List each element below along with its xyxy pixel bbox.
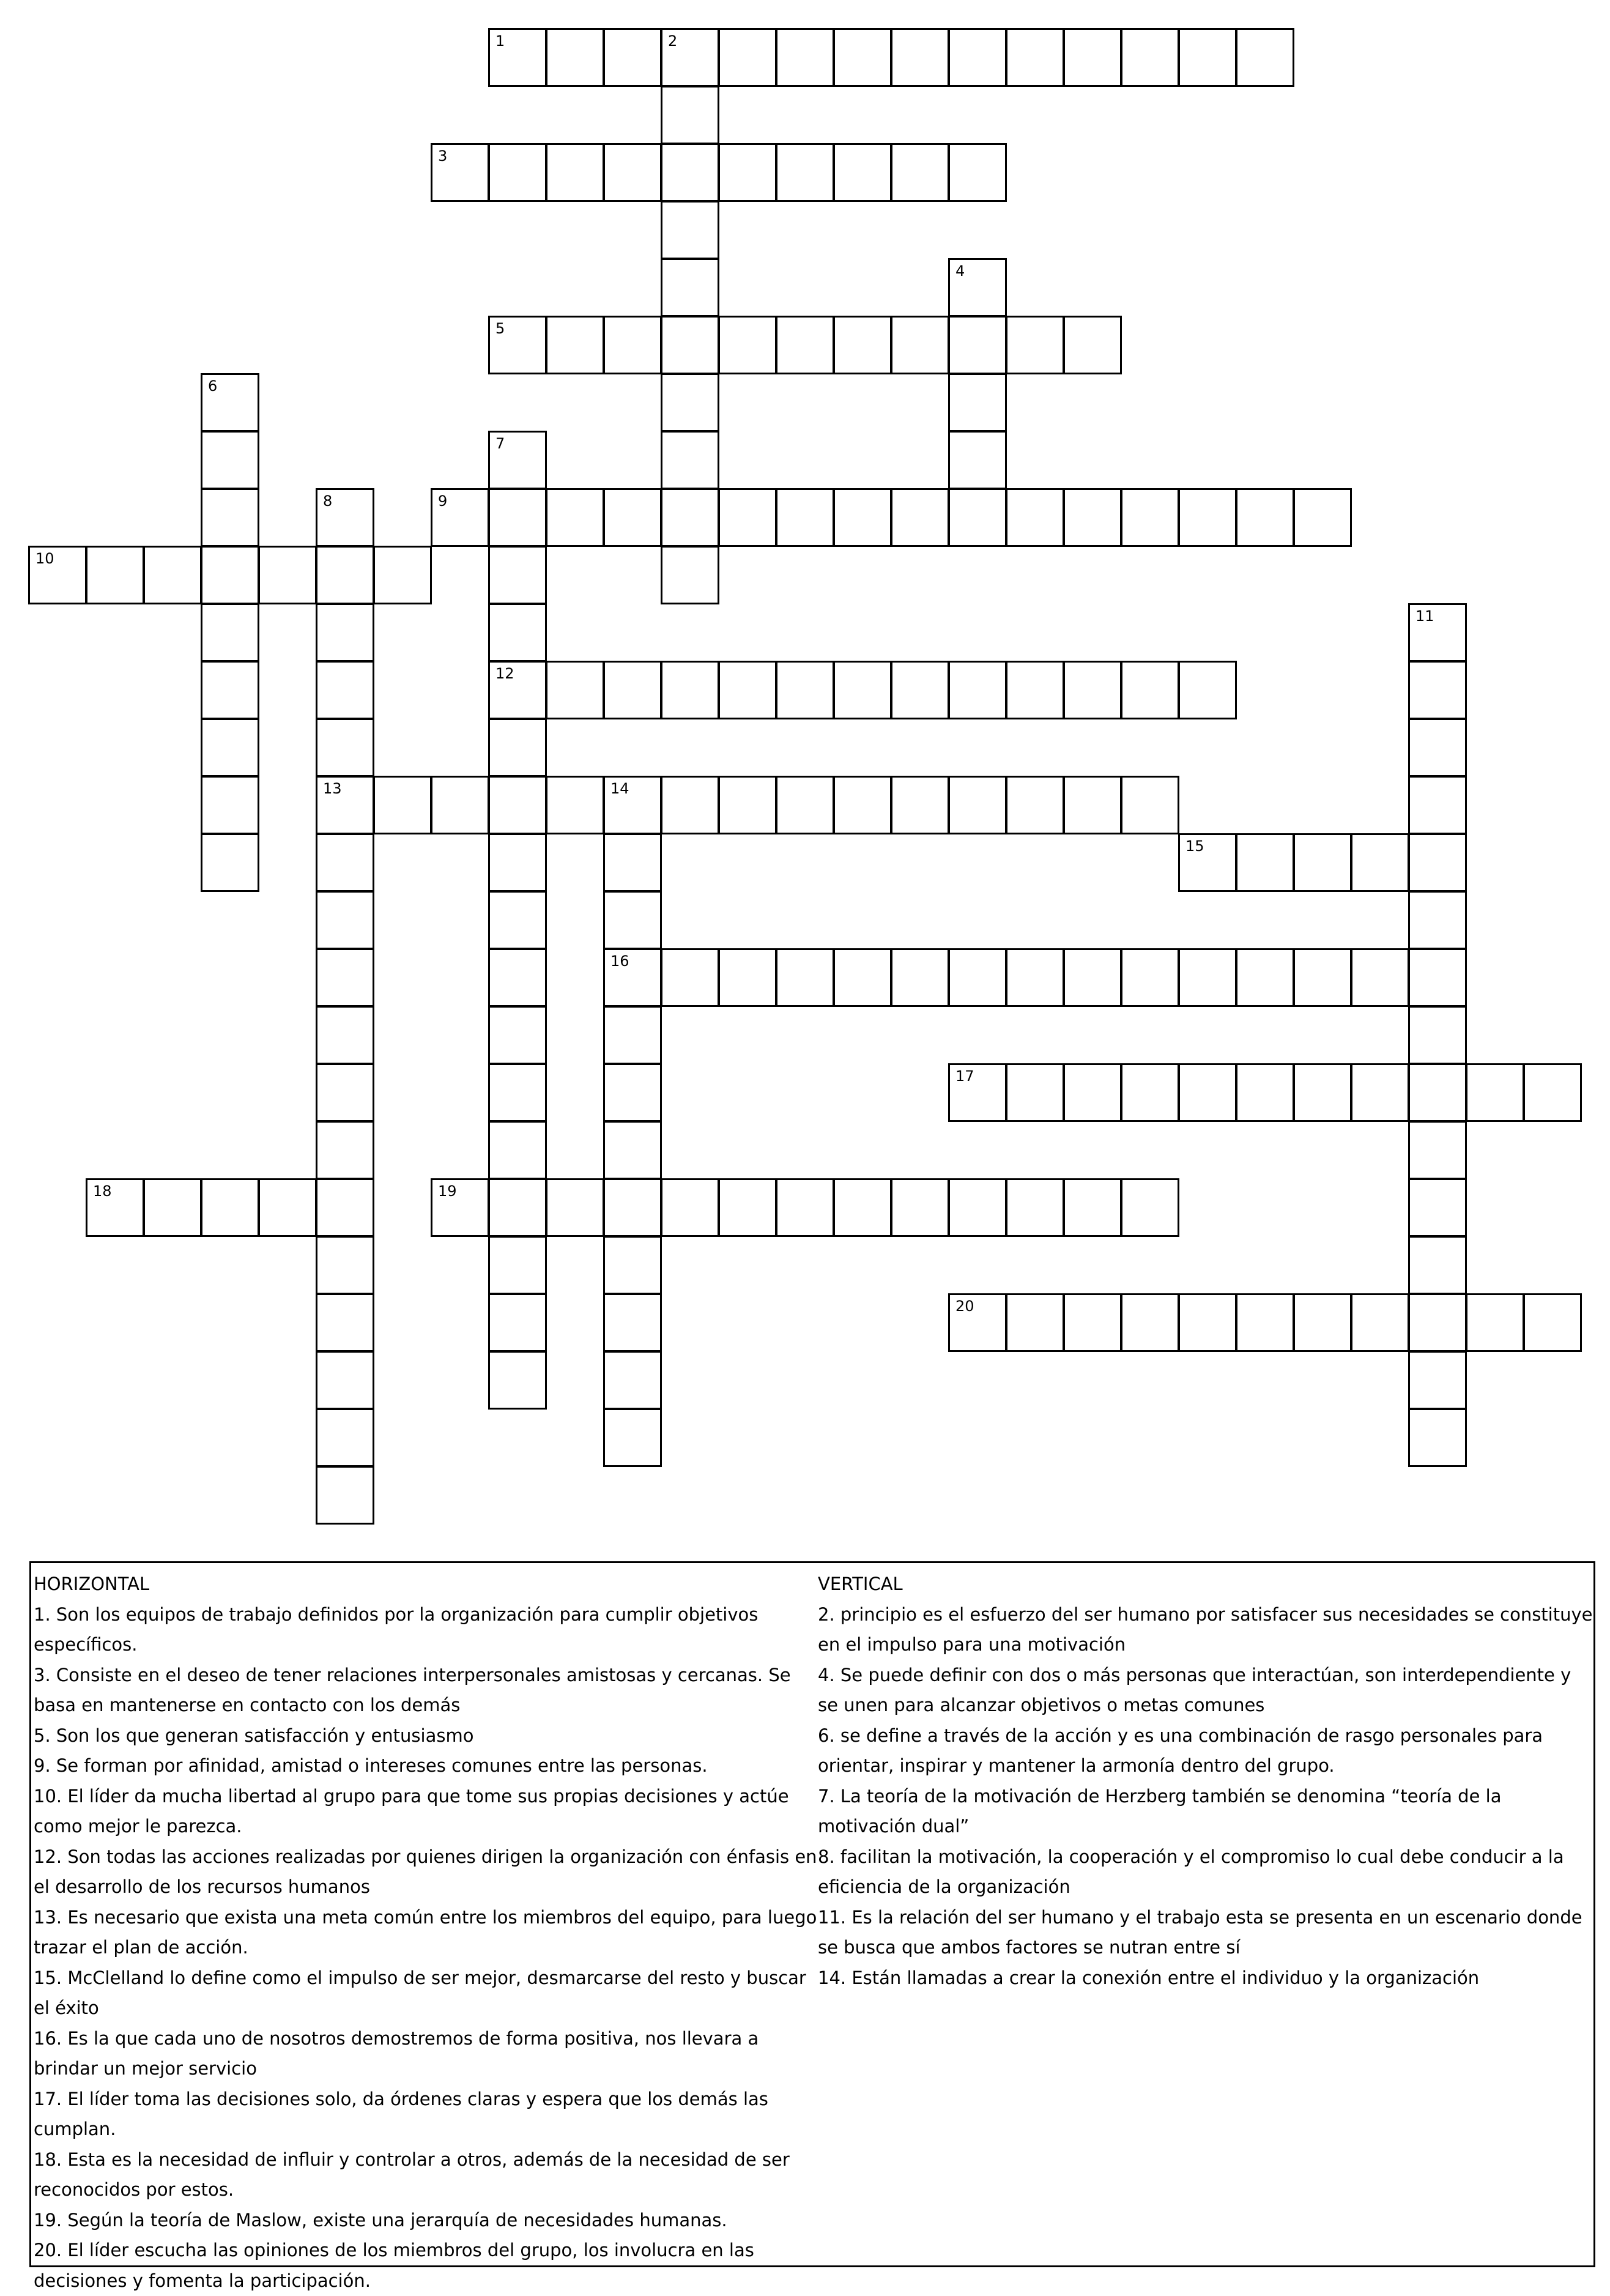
- crossword-cell[interactable]: [1178, 28, 1237, 87]
- crossword-cell[interactable]: [661, 316, 719, 374]
- crossword-cell[interactable]: [488, 316, 547, 374]
- crossword-cell[interactable]: [1408, 1351, 1467, 1410]
- crossword-cell[interactable]: [718, 661, 777, 719]
- crossword-cell[interactable]: [1063, 1063, 1122, 1122]
- crossword-cell[interactable]: [1006, 1178, 1064, 1237]
- crossword-cell[interactable]: [1351, 1293, 1409, 1352]
- crossword-cell[interactable]: [776, 28, 834, 87]
- crossword-cell[interactable]: [661, 258, 719, 317]
- crossword-cell[interactable]: [891, 143, 949, 202]
- crossword-cell[interactable]: [316, 1466, 374, 1525]
- crossword-cell[interactable]: [603, 28, 662, 87]
- crossword-cell[interactable]: [891, 488, 949, 547]
- crossword-cell[interactable]: [661, 776, 719, 834]
- crossword-cell[interactable]: [948, 661, 1007, 719]
- crossword-cell[interactable]: [948, 1178, 1007, 1237]
- clue-number: 5: [495, 320, 505, 337]
- crossword-cell[interactable]: [661, 86, 719, 144]
- crossword-cell[interactable]: [1408, 776, 1467, 834]
- crossword-cell[interactable]: [488, 1121, 547, 1180]
- clue-down-7: 7. La teoría de la motivación de Herzberg también se denomina “teoría de la motivación dual”: [818, 1785, 1502, 1837]
- clue-across-17: 17. El líder toma las decisiones solo, da órdenes claras y espera que los demás las cumplan.: [34, 2088, 768, 2139]
- crossword-cell[interactable]: [201, 661, 259, 719]
- horizontal-clues: [34, 1569, 823, 2296]
- crossword-cell[interactable]: [1408, 661, 1467, 719]
- crossword-cell[interactable]: [1063, 1293, 1122, 1352]
- crossword-cell[interactable]: [1351, 833, 1409, 892]
- crossword-cell[interactable]: [316, 546, 374, 604]
- crossword-cell[interactable]: [1063, 1178, 1122, 1237]
- clue-number: 7: [495, 435, 505, 452]
- crossword-cell[interactable]: [776, 776, 834, 834]
- crossword-cell[interactable]: [833, 1178, 892, 1237]
- crossword-cell[interactable]: [891, 661, 949, 719]
- crossword-cell[interactable]: [776, 948, 834, 1007]
- crossword-cell[interactable]: [948, 1293, 1007, 1352]
- crossword-cell[interactable]: [1006, 488, 1064, 547]
- crossword-cell[interactable]: [1408, 1121, 1467, 1180]
- crossword-cell[interactable]: [776, 316, 834, 374]
- crossword-cell[interactable]: [1408, 891, 1467, 949]
- crossword-cell[interactable]: [1408, 1236, 1467, 1295]
- crossword-cell[interactable]: [603, 891, 662, 949]
- vertical-clues: [818, 1569, 1595, 1993]
- crossword-cell[interactable]: [488, 1178, 547, 1237]
- crossword-cell[interactable]: [488, 661, 547, 719]
- clues-box: [29, 1561, 1595, 2291]
- clue-across-18: 18. Esta es la necesidad de influir y controlar a otros, además de la necesidad de ser reconocidos por estos.: [34, 2149, 790, 2200]
- crossword-cell[interactable]: [1006, 776, 1064, 834]
- crossword-cell[interactable]: [948, 1063, 1007, 1122]
- crossword-cell[interactable]: [661, 431, 719, 489]
- crossword-cell[interactable]: [86, 546, 144, 604]
- clue-number: 6: [208, 377, 218, 395]
- crossword-cell[interactable]: [431, 488, 489, 547]
- clue-number: 11: [1415, 607, 1434, 625]
- crossword-cell[interactable]: [603, 1293, 662, 1352]
- crossword-cell[interactable]: [1063, 661, 1122, 719]
- clue-number: 9: [438, 492, 448, 510]
- crossword-cell[interactable]: [948, 143, 1007, 202]
- crossword-cell[interactable]: [488, 1351, 547, 1410]
- crossword-cell[interactable]: [776, 661, 834, 719]
- crossword-cell[interactable]: [316, 1236, 374, 1295]
- clue-across-1: 1. Son los equipos de trabajo definidos por la organización para cumplir objetivos específicos.: [34, 1603, 759, 1655]
- crossword-cell[interactable]: [1178, 833, 1237, 892]
- crossword-cell[interactable]: [431, 776, 489, 834]
- crossword-cell[interactable]: [603, 948, 662, 1007]
- crossword-cell[interactable]: [28, 546, 87, 604]
- crossword-cell[interactable]: [948, 431, 1007, 489]
- crossword-cell[interactable]: [488, 603, 547, 662]
- crossword-cell[interactable]: [1408, 718, 1467, 777]
- crossword-cell[interactable]: [431, 1178, 489, 1237]
- vertical-heading: VERTICAL: [818, 1573, 903, 1594]
- crossword-cell[interactable]: [488, 1293, 547, 1352]
- crossword-cell[interactable]: [603, 1063, 662, 1122]
- clue-down-14: 14. Están llamadas a crear la conexión entre el individuo y la organización: [818, 1967, 1480, 1988]
- crossword-cell[interactable]: [776, 143, 834, 202]
- clue-number: 19: [438, 1183, 457, 1200]
- crossword-cell[interactable]: [1063, 28, 1122, 87]
- crossword-cell[interactable]: [661, 546, 719, 604]
- crossword-cell[interactable]: [258, 1178, 317, 1237]
- crossword-cell[interactable]: [546, 661, 604, 719]
- clue-number: 1: [495, 32, 505, 50]
- crossword-cell[interactable]: [1236, 1063, 1294, 1122]
- crossword-cell[interactable]: [948, 488, 1007, 547]
- clue-down-11: 11. Es la relación del ser humano y el trabajo esta se presenta en un escenario donde se busca que ambos factores se nutran entre sí: [818, 1906, 1582, 1958]
- crossword-cell[interactable]: [316, 718, 374, 777]
- crossword-cell[interactable]: [1408, 833, 1467, 892]
- clue-across-20: 20. El líder escucha las opiniones de los miembros del grupo, los involucra en las decisiones y fomenta la participación.: [34, 2240, 754, 2291]
- crossword-cell[interactable]: [1006, 1293, 1064, 1352]
- crossword-cell[interactable]: [316, 776, 374, 834]
- crossword-cell[interactable]: [1006, 316, 1064, 374]
- crossword-cell[interactable]: [488, 1063, 547, 1122]
- crossword-cell[interactable]: [546, 316, 604, 374]
- crossword-cell[interactable]: [1293, 1293, 1352, 1352]
- crossword-cell[interactable]: [1121, 488, 1179, 547]
- crossword-cell[interactable]: [948, 316, 1007, 374]
- crossword-cell[interactable]: [661, 201, 719, 259]
- clue-down-6: 6. se define a través de la acción y es una combinación de rasgo personales para orientar, inspirar y mantener la armonía dentro del grupo.: [818, 1725, 1543, 1776]
- clue-number: 12: [495, 665, 514, 682]
- crossword-cell[interactable]: [1006, 1063, 1064, 1122]
- clue-across-3: 3. Consiste en el deseo de tener relaciones interpersonales amistosas y cercanas. Se basa en mantenerse en contacto con los demás: [34, 1664, 791, 1715]
- clue-number: 14: [610, 780, 629, 797]
- crossword-cell[interactable]: [891, 1178, 949, 1237]
- crossword-cell[interactable]: [1408, 1006, 1467, 1064]
- crossword-cell[interactable]: [546, 28, 604, 87]
- crossword-cell[interactable]: [201, 776, 259, 834]
- crossword-cell[interactable]: [316, 833, 374, 892]
- crossword-cell[interactable]: [1408, 1063, 1467, 1122]
- crossword-cell[interactable]: [661, 948, 719, 1007]
- crossword-cell[interactable]: [948, 776, 1007, 834]
- crossword-cell[interactable]: [201, 718, 259, 777]
- crossword-cell[interactable]: [1236, 28, 1294, 87]
- crossword-cell[interactable]: [1121, 1293, 1179, 1352]
- crossword-cell[interactable]: [1466, 1293, 1524, 1352]
- crossword-cell[interactable]: [1121, 1178, 1179, 1237]
- crossword-cell[interactable]: [316, 948, 374, 1007]
- clue-across-9: 9. Se forman por afinidad, amistad o intereses comunes entre las personas.: [34, 1755, 708, 1776]
- crossword-cell[interactable]: [488, 776, 547, 834]
- crossword-cell[interactable]: [948, 28, 1007, 87]
- clue-across-15: 15. McClelland lo define como el impulso de ser mejor, desmarcarse del resto y buscar el éxito: [34, 1967, 806, 2018]
- crossword-cell[interactable]: [1121, 948, 1179, 1007]
- crossword-cell[interactable]: [1351, 948, 1409, 1007]
- clue-number: 20: [955, 1298, 974, 1315]
- crossword-cell[interactable]: [316, 1293, 374, 1352]
- crossword-cell[interactable]: [661, 143, 719, 202]
- crossword-cell[interactable]: [1466, 1063, 1524, 1122]
- crossword-cell[interactable]: [1178, 661, 1237, 719]
- crossword-cell[interactable]: [316, 603, 374, 662]
- crossword-cell[interactable]: [1063, 488, 1122, 547]
- crossword-cell[interactable]: [603, 1178, 662, 1237]
- crossword-cell[interactable]: [603, 1121, 662, 1180]
- crossword-cell[interactable]: [1408, 1408, 1467, 1467]
- crossword-cell[interactable]: [718, 776, 777, 834]
- clue-down-4: 4. Se puede definir con dos o más personas que interactúan, son interdependiente y se unen para alcanzar objetivos o metas comunes: [818, 1664, 1571, 1715]
- crossword-cell[interactable]: [546, 776, 604, 834]
- crossword-cell[interactable]: [1121, 661, 1179, 719]
- crossword-cell[interactable]: [661, 1178, 719, 1237]
- crossword-cell[interactable]: [948, 948, 1007, 1007]
- crossword-cell[interactable]: [316, 1178, 374, 1237]
- crossword-cell[interactable]: [316, 891, 374, 949]
- clue-across-10: 10. El líder da mucha libertad al grupo para que tome sus propias decisiones y actúe como mejor le parezca.: [34, 1785, 789, 1837]
- crossword-cell[interactable]: [143, 1178, 202, 1237]
- crossword-cell[interactable]: [1351, 1063, 1409, 1122]
- crossword-cell[interactable]: [488, 833, 547, 892]
- crossword-cell[interactable]: [316, 488, 374, 547]
- crossword-cell[interactable]: [718, 488, 777, 547]
- crossword-cell[interactable]: [948, 258, 1007, 317]
- clue-number: 8: [323, 492, 333, 510]
- crossword-cell[interactable]: [1121, 28, 1179, 87]
- crossword-cell[interactable]: [316, 1408, 374, 1467]
- crossword-cell[interactable]: [718, 948, 777, 1007]
- crossword-cell[interactable]: [316, 1121, 374, 1180]
- crossword-cell[interactable]: [1293, 488, 1352, 547]
- crossword-cell[interactable]: [1236, 948, 1294, 1007]
- clue-number: 17: [955, 1068, 974, 1085]
- crossword-cell[interactable]: [373, 546, 432, 604]
- crossword-cell[interactable]: [488, 143, 547, 202]
- clue-across-5: 5. Son los que generan satisfacción y entusiasmo: [34, 1725, 474, 1746]
- crossword-cell[interactable]: [201, 373, 259, 432]
- crossword-cell[interactable]: [603, 316, 662, 374]
- crossword-cell[interactable]: [1523, 1063, 1582, 1122]
- crossword-cell[interactable]: [258, 546, 317, 604]
- crossword-cell[interactable]: [488, 948, 547, 1007]
- clue-down-8: 8. facilitan la motivación, la cooperación y el compromiso lo cual debe conducir a la eficiencia de la organización: [818, 1846, 1564, 1897]
- crossword-cell[interactable]: [1236, 833, 1294, 892]
- crossword-cell[interactable]: [1178, 488, 1237, 547]
- crossword-cell[interactable]: [1178, 1063, 1237, 1122]
- crossword-cell[interactable]: [1408, 1293, 1467, 1352]
- crossword-cell[interactable]: [316, 1063, 374, 1122]
- crossword-cell[interactable]: [718, 28, 777, 87]
- crossword-cell[interactable]: [833, 28, 892, 87]
- crossword-cell[interactable]: [718, 143, 777, 202]
- crossword-cell[interactable]: [488, 1236, 547, 1295]
- crossword-cell[interactable]: [603, 833, 662, 892]
- clue-across-13: 13. Es necesario que exista una meta común entre los miembros del equipo, para luego trazar el plan de acción.: [34, 1906, 817, 1958]
- horizontal-heading: HORIZONTAL: [34, 1573, 150, 1594]
- crossword-cell[interactable]: [603, 143, 662, 202]
- clue-across-16: 16. Es la que cada uno de nosotros demostremos de forma positiva, nos llevara a brindar un mejor servicio: [34, 2027, 759, 2079]
- crossword-cell[interactable]: [546, 488, 604, 547]
- crossword-cell[interactable]: [1006, 948, 1064, 1007]
- crossword-cell[interactable]: [201, 1178, 259, 1237]
- crossword-cell[interactable]: [661, 661, 719, 719]
- crossword-cell[interactable]: [1006, 661, 1064, 719]
- crossword-cell[interactable]: [316, 1006, 374, 1064]
- crossword-cell[interactable]: [948, 373, 1007, 432]
- crossword-cell[interactable]: [833, 776, 892, 834]
- crossword-cell[interactable]: [86, 1178, 144, 1237]
- crossword-cell[interactable]: [776, 1178, 834, 1237]
- clue-number: 16: [610, 953, 629, 970]
- crossword-cell[interactable]: [488, 546, 547, 604]
- clue-number: 4: [955, 262, 965, 280]
- crossword-cell[interactable]: [1121, 1063, 1179, 1122]
- clue-across-12: 12. Son todas las acciones realizadas por quienes dirigen la organización con énfasis en el desarrollo de los recursos humanos: [34, 1846, 817, 1897]
- crossword-cell[interactable]: [488, 891, 547, 949]
- crossword-cell[interactable]: [1236, 488, 1294, 547]
- crossword-cell[interactable]: [1293, 948, 1352, 1007]
- crossword-cell[interactable]: [201, 546, 259, 604]
- crossword-cell[interactable]: [891, 316, 949, 374]
- crossword-cell[interactable]: [1408, 948, 1467, 1007]
- crossword-cell[interactable]: [833, 661, 892, 719]
- crossword-cell[interactable]: [546, 143, 604, 202]
- clue-across-19: 19. Según la teoría de Maslow, existe una jerarquía de necesidades humanas.: [34, 2209, 727, 2231]
- crossword-cell[interactable]: [1063, 316, 1122, 374]
- clue-number: 18: [93, 1183, 112, 1200]
- crossword-cell[interactable]: [1236, 1293, 1294, 1352]
- crossword-cell[interactable]: [488, 488, 547, 547]
- crossword-cell[interactable]: [776, 488, 834, 547]
- crossword-cell[interactable]: [1293, 1063, 1352, 1122]
- crossword-cell[interactable]: [546, 1178, 604, 1237]
- clue-number: 10: [35, 550, 54, 567]
- clue-number: 15: [1185, 838, 1204, 855]
- crossword-cell[interactable]: [833, 143, 892, 202]
- crossword-cell[interactable]: [488, 718, 547, 777]
- crossword-cell[interactable]: [661, 488, 719, 547]
- crossword-cell[interactable]: [891, 948, 949, 1007]
- crossword-cell[interactable]: [718, 1178, 777, 1237]
- crossword-cell[interactable]: [603, 1006, 662, 1064]
- crossword-cell[interactable]: [316, 661, 374, 719]
- crossword-cell[interactable]: [661, 373, 719, 432]
- crossword-cell[interactable]: [603, 488, 662, 547]
- crossword-cell[interactable]: [1063, 776, 1122, 834]
- crossword-cell[interactable]: [143, 546, 202, 604]
- crossword-cell[interactable]: [201, 603, 259, 662]
- clue-number: 13: [323, 780, 342, 797]
- crossword-cell[interactable]: [1006, 28, 1064, 87]
- crossword-cell[interactable]: [833, 488, 892, 547]
- crossword-cell[interactable]: [603, 1351, 662, 1410]
- crossword-cell[interactable]: [201, 488, 259, 547]
- crossword-cell[interactable]: [1178, 948, 1237, 1007]
- crossword-cell[interactable]: [431, 143, 489, 202]
- crossword-cell[interactable]: [488, 28, 547, 87]
- crossword-cell[interactable]: [833, 316, 892, 374]
- clue-number: 2: [668, 32, 678, 50]
- crossword-cell[interactable]: [603, 661, 662, 719]
- crossword-cell[interactable]: [1523, 1293, 1582, 1352]
- crossword-cell[interactable]: [373, 776, 432, 834]
- crossword-cell[interactable]: [603, 776, 662, 834]
- crossword-cell[interactable]: [718, 316, 777, 374]
- crossword-cell[interactable]: [891, 776, 949, 834]
- crossword-cell[interactable]: [833, 948, 892, 1007]
- crossword-cell[interactable]: [603, 1408, 662, 1467]
- clue-down-2: 2. principio es el esfuerzo del ser humano por satisfacer sus necesidades se constituye en el impulso para una motivación: [818, 1603, 1593, 1655]
- crossword-cell[interactable]: [1293, 833, 1352, 892]
- crossword-cell[interactable]: [488, 1006, 547, 1064]
- crossword-cell[interactable]: [316, 1351, 374, 1410]
- crossword-cell[interactable]: [201, 431, 259, 489]
- crossword-cell[interactable]: [1408, 1178, 1467, 1237]
- crossword-cell[interactable]: [201, 833, 259, 892]
- crossword-cell[interactable]: [1063, 948, 1122, 1007]
- crossword-cell[interactable]: [1408, 603, 1467, 662]
- crossword-cell[interactable]: [603, 1236, 662, 1295]
- crossword-cell[interactable]: [661, 28, 719, 87]
- crossword-cell[interactable]: [1121, 776, 1179, 834]
- crossword-cell[interactable]: [1178, 1293, 1237, 1352]
- clue-number: 3: [438, 147, 448, 165]
- crossword-cell[interactable]: [488, 431, 547, 489]
- crossword-cell[interactable]: [891, 28, 949, 87]
